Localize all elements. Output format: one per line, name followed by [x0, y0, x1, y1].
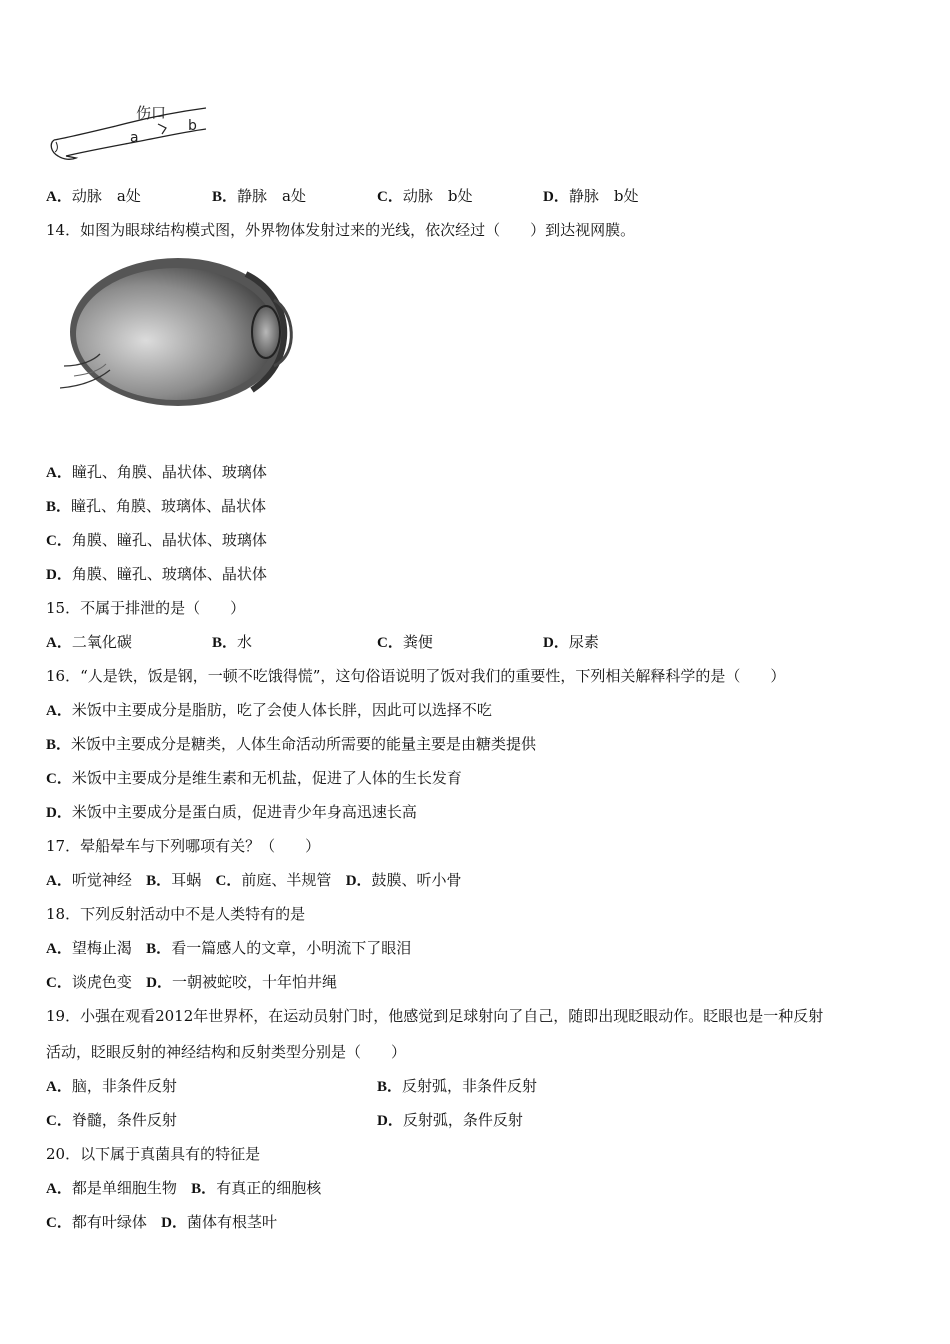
option[interactable]: B．看一篇感人的文章，小明流下了眼泪 — [146, 939, 412, 957]
option[interactable]: B．米饭中主要成分是糖类，人体生命活动所需要的能量主要是由糖类提供 — [46, 735, 537, 753]
option[interactable]: D．尿素 — [543, 633, 599, 651]
option[interactable]: D．鼓膜、听小骨 — [345, 871, 462, 889]
option[interactable]: A．脑，非条件反射 — [46, 1077, 177, 1095]
q20-options-row2 — [46, 1212, 277, 1233]
question-19-stem-line1: 19．小强在观看2012年世界杯，在运动员射门时，他感觉到足球射向了自己，随即出现眨眼动作。眨眼也是一种反射 — [46, 1007, 824, 1025]
leg-wound-figure — [46, 98, 216, 168]
question-19-stem-line2: 活动，眨眼反射的神经结构和反射类型分别是（ ） — [46, 1043, 407, 1061]
option[interactable]: A．瞳孔、角膜、晶状体、玻璃体 — [46, 463, 267, 481]
question-20-stem: 20．以下属于真菌具有的特征是 — [46, 1145, 261, 1163]
option[interactable]: B．反射弧，非条件反射 — [377, 1077, 538, 1095]
option[interactable]: D．菌体有根茎叶 — [161, 1213, 278, 1231]
option[interactable]: C．粪便 — [377, 633, 433, 651]
label-a: a — [130, 130, 139, 146]
option[interactable]: C．谈虎色变 — [46, 973, 132, 991]
option[interactable]: D．角膜、瞳孔、玻璃体、晶状体 — [46, 565, 267, 583]
q18-options-row1 — [46, 938, 411, 959]
question-14-stem: 14．如图为眼球结构模式图，外界物体发射过来的光线，依次经过（ ）到达视网膜。 — [46, 221, 636, 239]
option[interactable]: A．听觉神经 — [46, 871, 132, 889]
option[interactable]: C．动脉 b处 — [377, 187, 473, 205]
q20-options-row1 — [46, 1178, 321, 1199]
option[interactable]: D．一朝被蛇咬，十年怕井绳 — [146, 973, 338, 991]
option[interactable]: B．水 — [212, 633, 253, 651]
wound-label: 伤口 — [136, 104, 167, 122]
option[interactable]: C．米饭中主要成分是维生素和无机盐，促进了人体的生长发育 — [46, 769, 462, 787]
option[interactable]: B．有真正的细胞核 — [191, 1179, 322, 1197]
option[interactable]: C．都有叶绿体 — [46, 1213, 147, 1231]
option[interactable]: A．都是单细胞生物 — [46, 1179, 177, 1197]
option[interactable]: A．米饭中主要成分是脂肪，吃了会使人体长胖，因此可以选择不吃 — [46, 701, 492, 719]
option[interactable]: D．静脉 b处 — [543, 187, 639, 205]
option[interactable]: A．动脉 a处 — [46, 187, 141, 205]
q18-options-row2 — [46, 972, 337, 993]
q17-options — [46, 870, 462, 891]
question-17-stem: 17．晕船晕车与下列哪项有关？（ ） — [46, 837, 321, 855]
option[interactable]: B．耳蜗 — [146, 871, 202, 889]
option[interactable]: A．望梅止渴 — [46, 939, 132, 957]
option[interactable]: D．米饭中主要成分是蛋白质，促进青少年身高迅速长高 — [46, 803, 417, 821]
question-16-stem: 16．“人是铁，饭是钢，一顿不吃饿得慌”，这句俗语说明了饭对我们的重要性，下列相关解释科学的是（ ） — [46, 667, 786, 685]
option[interactable]: B．静脉 a处 — [212, 187, 306, 205]
option[interactable]: C．前庭、半规管 — [215, 871, 332, 889]
option[interactable]: B．瞳孔、角膜、玻璃体、晶状体 — [46, 497, 267, 515]
question-15-stem: 15．不属于排泄的是（ ） — [46, 599, 246, 617]
eyeball-figure — [60, 254, 310, 414]
question-18-stem: 18．下列反射活动中不是人类特有的是 — [46, 905, 306, 923]
label-b: b — [188, 118, 197, 134]
option[interactable]: D．反射弧，条件反射 — [377, 1111, 523, 1129]
option[interactable]: A．二氧化碳 — [46, 633, 132, 651]
option[interactable]: C．脊髓，条件反射 — [46, 1111, 177, 1129]
option[interactable]: C．角膜、瞳孔、晶状体、玻璃体 — [46, 531, 267, 549]
